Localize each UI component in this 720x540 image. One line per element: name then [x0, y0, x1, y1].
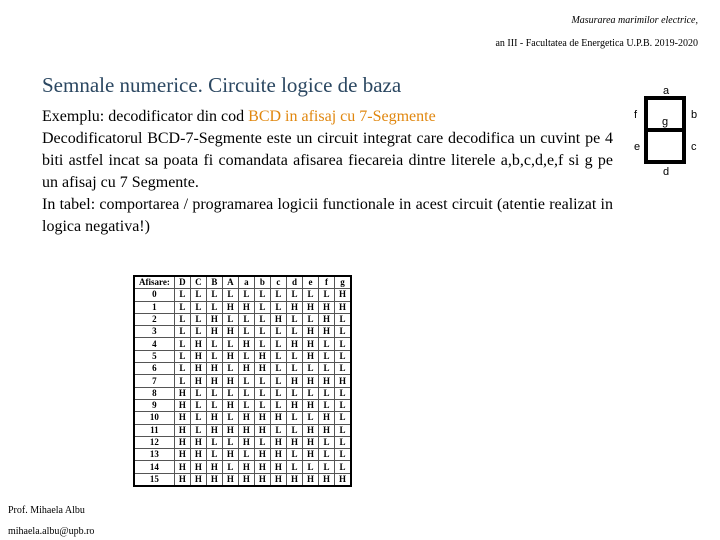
logic-cell: H — [334, 375, 351, 387]
table-row — [134, 338, 351, 350]
logic-cell: L — [286, 461, 302, 473]
logic-cell: L — [190, 289, 206, 301]
logic-cell: H — [302, 326, 318, 338]
label-e: e — [634, 141, 641, 153]
logic-cell: L — [254, 387, 270, 399]
table-row — [134, 436, 351, 448]
digit-cell: 8 — [134, 387, 174, 399]
logic-cell: H — [238, 338, 254, 350]
logic-cell: L — [318, 338, 334, 350]
logic-cell: L — [190, 424, 206, 436]
logic-cell: L — [270, 399, 286, 411]
logic-cell: H — [270, 313, 286, 325]
logic-cell: H — [286, 375, 302, 387]
logic-cell: H — [270, 449, 286, 461]
logic-cell: H — [254, 461, 270, 473]
digit-cell: 3 — [134, 326, 174, 338]
column-header: f — [318, 276, 334, 289]
logic-cell: L — [174, 375, 190, 387]
logic-cell: L — [286, 449, 302, 461]
logic-cell: H — [270, 473, 286, 486]
logic-cell: L — [286, 350, 302, 362]
logic-cell: H — [238, 461, 254, 473]
logic-cell: H — [206, 363, 222, 375]
logic-cell: H — [174, 436, 190, 448]
bcd-truth-table — [133, 275, 352, 487]
table-row — [134, 289, 351, 301]
logic-cell: L — [334, 424, 351, 436]
logic-cell: L — [334, 412, 351, 424]
logic-cell: L — [318, 363, 334, 375]
logic-cell: L — [286, 387, 302, 399]
logic-cell: L — [174, 338, 190, 350]
logic-cell: L — [254, 326, 270, 338]
logic-cell: H — [318, 412, 334, 424]
logic-cell: H — [222, 301, 238, 313]
logic-cell: L — [206, 301, 222, 313]
logic-cell: L — [254, 338, 270, 350]
column-header: Afisare: — [134, 276, 174, 289]
logic-cell: H — [334, 289, 351, 301]
logic-cell: H — [206, 375, 222, 387]
digit-cell: 9 — [134, 399, 174, 411]
table-row — [134, 424, 351, 436]
logic-cell: L — [190, 301, 206, 313]
logic-cell: L — [302, 387, 318, 399]
logic-cell: H — [190, 449, 206, 461]
logic-cell: L — [190, 399, 206, 411]
table-row — [134, 412, 351, 424]
logic-cell: H — [222, 449, 238, 461]
logic-cell: H — [190, 461, 206, 473]
logic-cell: H — [190, 338, 206, 350]
logic-cell: L — [270, 375, 286, 387]
logic-cell: L — [174, 350, 190, 362]
logic-cell: L — [238, 449, 254, 461]
logic-cell: L — [270, 350, 286, 362]
logic-cell: L — [334, 461, 351, 473]
logic-cell: H — [318, 326, 334, 338]
logic-cell: L — [190, 326, 206, 338]
segment-g — [644, 128, 686, 132]
logic-cell: L — [254, 301, 270, 313]
logic-cell: H — [318, 473, 334, 486]
digit-cell: 0 — [134, 289, 174, 301]
logic-cell: L — [254, 289, 270, 301]
table-row — [134, 387, 351, 399]
logic-cell: H — [334, 473, 351, 486]
logic-cell: L — [334, 449, 351, 461]
column-header: A — [222, 276, 238, 289]
segment-c — [682, 132, 686, 160]
logic-cell: L — [334, 326, 351, 338]
logic-cell: L — [254, 313, 270, 325]
course-title-header: Masurarea marimilor electrice, — [571, 15, 698, 26]
slide-body — [42, 106, 613, 238]
logic-cell: L — [206, 436, 222, 448]
logic-cell: L — [286, 289, 302, 301]
logic-cell: L — [222, 313, 238, 325]
logic-cell: H — [318, 375, 334, 387]
logic-cell: L — [318, 461, 334, 473]
table-header-row — [134, 276, 351, 289]
course-info-header: an III - Facultatea de Energetica U.P.B. 2019-2020 — [495, 38, 698, 49]
logic-cell: H — [254, 350, 270, 362]
logic-cell: H — [286, 338, 302, 350]
table-row — [134, 350, 351, 362]
logic-cell: L — [254, 436, 270, 448]
logic-cell: H — [302, 449, 318, 461]
logic-cell: H — [206, 473, 222, 486]
segment-b — [682, 100, 686, 128]
logic-cell: L — [238, 289, 254, 301]
logic-cell: L — [270, 363, 286, 375]
logic-cell: H — [270, 436, 286, 448]
logic-cell: L — [318, 436, 334, 448]
column-header: e — [302, 276, 318, 289]
logic-cell: H — [206, 326, 222, 338]
logic-cell: H — [222, 473, 238, 486]
logic-cell: H — [302, 399, 318, 411]
logic-cell: L — [206, 387, 222, 399]
logic-cell: L — [190, 387, 206, 399]
logic-cell: L — [190, 313, 206, 325]
logic-cell: L — [302, 289, 318, 301]
segment-f — [644, 100, 648, 128]
logic-cell: L — [174, 363, 190, 375]
logic-cell: H — [174, 387, 190, 399]
label-b: b — [691, 109, 698, 121]
logic-cell: L — [206, 449, 222, 461]
digit-cell: 4 — [134, 338, 174, 350]
logic-cell: H — [254, 412, 270, 424]
digit-cell: 13 — [134, 449, 174, 461]
logic-cell: H — [238, 473, 254, 486]
digit-cell: 10 — [134, 412, 174, 424]
logic-cell: L — [302, 363, 318, 375]
logic-cell: L — [238, 313, 254, 325]
segment-e — [644, 132, 648, 160]
logic-cell: H — [254, 449, 270, 461]
table-row — [134, 313, 351, 325]
logic-cell: H — [318, 313, 334, 325]
column-header: d — [286, 276, 302, 289]
table-row — [134, 461, 351, 473]
logic-cell: L — [222, 387, 238, 399]
logic-cell: H — [302, 424, 318, 436]
logic-cell: L — [334, 399, 351, 411]
table-row — [134, 301, 351, 313]
logic-cell: H — [302, 436, 318, 448]
logic-cell: L — [174, 301, 190, 313]
logic-cell: H — [174, 412, 190, 424]
logic-cell: H — [174, 461, 190, 473]
logic-cell: L — [334, 387, 351, 399]
logic-cell: L — [270, 338, 286, 350]
logic-cell: L — [190, 412, 206, 424]
logic-cell: L — [286, 424, 302, 436]
table-row — [134, 399, 351, 411]
logic-cell: H — [206, 412, 222, 424]
label-c: c — [691, 141, 697, 153]
logic-cell: L — [286, 363, 302, 375]
logic-cell: H — [174, 473, 190, 486]
logic-cell: H — [286, 473, 302, 486]
logic-cell: L — [318, 289, 334, 301]
logic-cell: L — [318, 399, 334, 411]
example-line — [42, 106, 613, 128]
logic-cell: H — [190, 363, 206, 375]
logic-cell: L — [286, 412, 302, 424]
label-g: g — [662, 116, 669, 128]
logic-cell: H — [206, 424, 222, 436]
label-a: a — [663, 85, 670, 97]
logic-cell: L — [270, 289, 286, 301]
column-header: a — [238, 276, 254, 289]
logic-cell: H — [254, 473, 270, 486]
logic-cell: L — [222, 436, 238, 448]
label-f: f — [634, 109, 638, 121]
logic-cell: H — [222, 399, 238, 411]
example-prefix: Exemplu: decodificator din cod — [42, 108, 249, 125]
logic-cell: H — [238, 424, 254, 436]
column-header: c — [270, 276, 286, 289]
logic-cell: L — [334, 350, 351, 362]
logic-cell: H — [302, 350, 318, 362]
description-paragraph: Decodificatorul BCD-7-Segmente este un circuit integrat care decodifica un cuvint pe 4 biti astfel incat sa poata fi comandata afisarea fiecareia dintre literele a,b,c,d,e,f si g pe un afisaj cu 7 Segmente. — [42, 130, 613, 191]
logic-cell: L — [286, 326, 302, 338]
logic-cell: H — [190, 473, 206, 486]
logic-cell: H — [286, 436, 302, 448]
logic-cell: H — [270, 461, 286, 473]
label-d: d — [663, 166, 670, 178]
table-note-paragraph: In tabel: comportarea / programarea logicii functionale in acest circuit (atentie realizat in logica negativa!) — [42, 196, 613, 235]
logic-cell: H — [254, 363, 270, 375]
logic-cell: H — [190, 436, 206, 448]
table-row — [134, 449, 351, 461]
logic-cell: H — [222, 424, 238, 436]
logic-cell: H — [190, 350, 206, 362]
logic-cell: H — [174, 424, 190, 436]
logic-cell: L — [174, 289, 190, 301]
logic-cell: H — [334, 301, 351, 313]
author-email: mihaela.albu@upb.ro — [8, 526, 95, 537]
logic-cell: H — [238, 412, 254, 424]
logic-cell: L — [206, 350, 222, 362]
author-name: Prof. Mihaela Albu — [8, 505, 85, 516]
logic-cell: L — [174, 326, 190, 338]
digit-cell: 1 — [134, 301, 174, 313]
logic-cell: L — [302, 313, 318, 325]
digit-cell: 2 — [134, 313, 174, 325]
logic-cell: H — [206, 313, 222, 325]
logic-cell: L — [318, 350, 334, 362]
logic-cell: L — [222, 363, 238, 375]
logic-cell: H — [302, 375, 318, 387]
logic-cell: H — [222, 375, 238, 387]
logic-cell: H — [174, 449, 190, 461]
column-header: g — [334, 276, 351, 289]
logic-cell: L — [318, 387, 334, 399]
digit-cell: 14 — [134, 461, 174, 473]
digit-cell: 6 — [134, 363, 174, 375]
logic-cell: H — [270, 412, 286, 424]
logic-cell: L — [270, 301, 286, 313]
logic-cell: L — [206, 338, 222, 350]
column-header: C — [190, 276, 206, 289]
slide-title: Semnale numerice. Circuite logice de baza — [42, 73, 402, 97]
logic-cell: L — [222, 338, 238, 350]
logic-cell: H — [238, 436, 254, 448]
digit-cell: 11 — [134, 424, 174, 436]
logic-cell: H — [286, 399, 302, 411]
column-header: D — [174, 276, 190, 289]
logic-cell: H — [302, 301, 318, 313]
logic-cell: H — [222, 350, 238, 362]
digit-cell: 5 — [134, 350, 174, 362]
logic-cell: H — [222, 326, 238, 338]
table-row — [134, 473, 351, 486]
table-row — [134, 326, 351, 338]
table-row — [134, 375, 351, 387]
logic-cell: L — [318, 449, 334, 461]
logic-cell: H — [238, 363, 254, 375]
table-row — [134, 363, 351, 375]
logic-cell: L — [334, 436, 351, 448]
logic-cell: L — [270, 326, 286, 338]
logic-cell: L — [302, 461, 318, 473]
logic-cell: L — [238, 387, 254, 399]
logic-cell: H — [190, 375, 206, 387]
logic-cell: L — [270, 387, 286, 399]
column-header: b — [254, 276, 270, 289]
logic-cell: H — [174, 399, 190, 411]
digit-cell: 12 — [134, 436, 174, 448]
logic-cell: L — [302, 412, 318, 424]
logic-cell: H — [302, 473, 318, 486]
logic-cell: H — [286, 301, 302, 313]
logic-cell: L — [254, 375, 270, 387]
logic-cell: L — [174, 313, 190, 325]
logic-cell: H — [318, 301, 334, 313]
logic-cell: L — [270, 424, 286, 436]
logic-cell: L — [334, 338, 351, 350]
logic-cell: L — [254, 399, 270, 411]
logic-cell: L — [222, 461, 238, 473]
logic-cell: L — [238, 399, 254, 411]
logic-cell: H — [206, 461, 222, 473]
logic-cell: L — [222, 289, 238, 301]
segment-d — [644, 160, 686, 164]
logic-cell: L — [238, 350, 254, 362]
logic-cell: L — [334, 363, 351, 375]
logic-cell: L — [238, 326, 254, 338]
example-highlight: BCD in afisaj cu 7-Segmente — [248, 108, 436, 125]
logic-cell: H — [302, 338, 318, 350]
logic-cell: H — [254, 424, 270, 436]
logic-cell: L — [206, 289, 222, 301]
column-header: B — [206, 276, 222, 289]
logic-cell: L — [334, 313, 351, 325]
logic-cell: L — [238, 375, 254, 387]
logic-cell: L — [286, 313, 302, 325]
logic-cell: H — [238, 301, 254, 313]
seven-segment-diagram — [620, 84, 710, 184]
logic-cell: H — [318, 424, 334, 436]
digit-cell: 15 — [134, 473, 174, 486]
logic-cell: L — [206, 399, 222, 411]
digit-cell: 7 — [134, 375, 174, 387]
logic-cell: L — [222, 412, 238, 424]
